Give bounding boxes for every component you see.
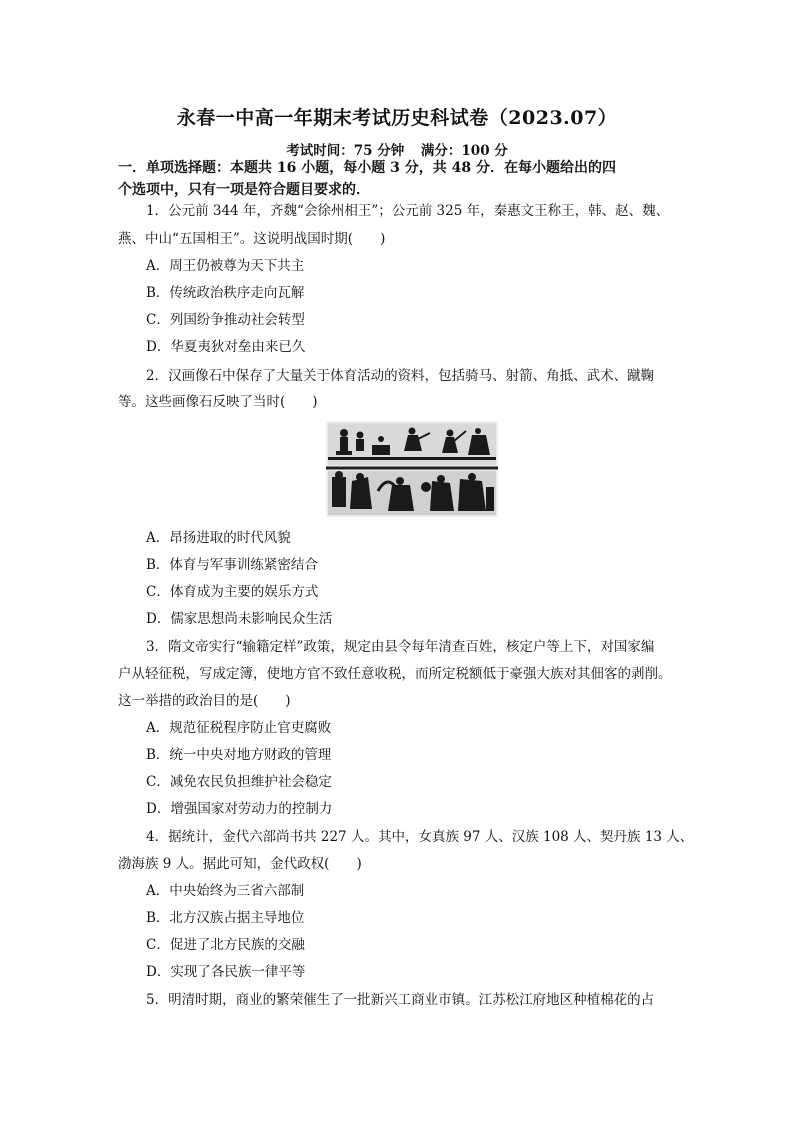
han-stone-relief-image [326,421,498,517]
q2-option-d: D．儒家思想尚未影响民众生活 [146,611,333,627]
q3-stem-line3: 这一举措的政治目的是( ) [118,693,291,709]
q3-option-a: A．规范征税程序防止官吏腐败 [146,720,332,736]
exam-title: 永春一中高一年期末考试历史科试卷（2023.07） [176,107,618,129]
q1-option-c: C．列国纷争推动社会转型 [146,312,305,328]
q5-stem-line1: 5．明清时期，商业的繁荣催生了一批新兴工商业市镇。江苏松江府地区种植棉花的占 [146,992,655,1008]
q2-option-c: C．体育成为主要的娱乐方式 [146,584,319,600]
q3-option-c: C．减免农民负担维护社会稳定 [146,774,332,790]
exam-score: 满分：100 分 [420,143,508,159]
q4-option-c: C．促进了北方民族的交融 [146,937,305,953]
q4-option-b: B．北方汉族占据主导地位 [146,910,305,926]
q1-option-d: D．华夏夷狄对垒由来已久 [146,339,306,355]
q3-option-b: B．统一中央对地方财政的管理 [146,747,332,763]
exam-time: 考试时间：75 分钟 [286,143,405,159]
q1-option-a: A．周王仍被尊为天下共主 [146,258,305,274]
q2-stem-line1: 2．汉画像石中保存了大量关于体育活动的资料，包括骑马、射箭、角抵、武术、蹴鞠 [146,368,655,384]
q4-option-a: A．中央始终为三省六部制 [146,883,305,899]
q3-stem-line2: 户从轻征税，写成定簿，使地方官不致任意收税，而所定税额低于豪强大族对其佃客的剥削。 [118,666,672,682]
exam-info [0,139,794,159]
q1-stem-line1: 1．公元前 344 年，齐魏“会徐州相王”；公元前 325 年，秦惠文王称王，韩、赵、魏、 [146,203,670,219]
q1-option-b: B．传统政治秩序走向瓦解 [146,285,305,301]
q4-option-d: D．实现了各民族一律平等 [146,964,306,980]
q4-stem-line1: 4．据统计，金代六部尚书共 227 人。其中，女真族 97 人、汉族 108 人、契丹族 13 人、 [146,829,694,845]
q2-stem-line2: 等。这些画像石反映了当时( ) [118,394,318,410]
q2-option-a: A．昂扬进取的时代风貌 [146,530,291,546]
q4-stem-line2: 渤海族 9 人。据此可知，金代政权( ) [118,856,362,872]
q1-stem-line2: 燕、中山“五国相王”。这说明战国时期( ) [118,231,386,247]
q3-stem-line1: 3．隋文帝实行“输籍定样”政策，规定由县令每年清查百姓，核定户等上下，对国家编 [146,639,655,655]
section-heading-line2: 个选项中，只有一项是符合题目要求的． [118,182,370,198]
q3-option-d: D．增强国家对劳动力的控制力 [146,801,333,817]
section-heading-line1: 一．单项选择题：本题共 16 小题，每小题 3 分，共 48 分．在每小题给出的四 [118,160,616,176]
q2-option-b: B．体育与军事训练紧密结合 [146,557,318,573]
